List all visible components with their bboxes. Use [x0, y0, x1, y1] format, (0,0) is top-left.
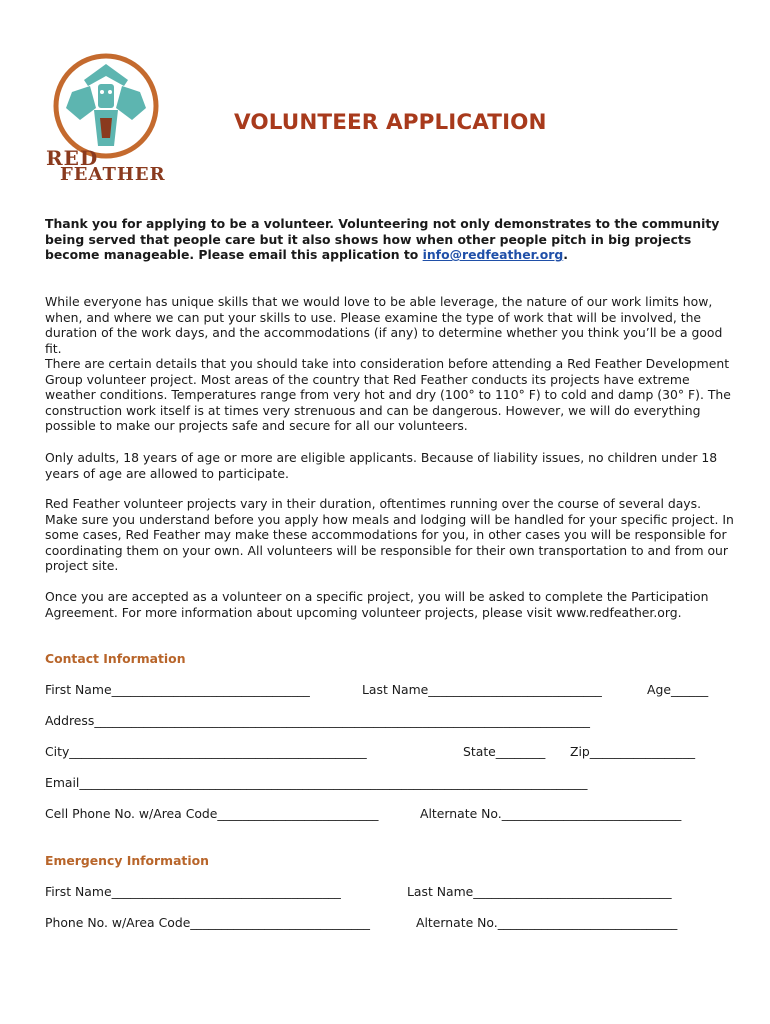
contact-alternate-field[interactable]: Alternate No._____________________________: [420, 806, 682, 821]
intro-paragraph: [45, 216, 735, 263]
logo-word-feather: FEATHER: [60, 164, 166, 185]
emergency-alternate-field[interactable]: Alternate No._____________________________: [416, 915, 678, 930]
intro-text: Thank you for applying to be a volunteer. Volunteering not only demonstrates to the community being served that people care but it also shows how when other people pitch in big projects become manageable. Please email this application to: [45, 216, 720, 263]
red-feather-logo: [44, 50, 182, 188]
contact-age-field[interactable]: Age______: [647, 682, 709, 697]
paragraph-conditions: There are certain details that you should take into consideration before attending a Red Feather Development Group volunteer project. Most areas of the country that Red Feather conducts its projects have extreme weather conditions. Temperatures range from very hot and dry (100° to 110° F) to cold and damp (30° F). The construction work itself is at times very strenuous and can be dangerous. However, we will do everything possible to make our projects safe and secure for all our volunteers.: [45, 356, 731, 434]
paragraph-skills: While everyone has unique skills that we would love to be able leverage, the nature of our work limits how, when, and where we can put your skills to use. Please examine the type of work that will be involved, the duration of the work days, and the accommodations (if any) to determine whether you think you’ll be a good fit.: [45, 294, 723, 356]
contact-heading: Contact Information: [45, 651, 186, 666]
paragraph-acceptance: Once you are accepted as a volunteer on a specific project, you will be asked to complete the Participation Agreement. For more information about upcoming volunteer projects, please visit www.redfeather.org.: [45, 589, 709, 620]
contact-email-field[interactable]: Email__________________________________________________________________________________: [45, 775, 588, 790]
contact-first-name-field[interactable]: First Name________________________________: [45, 682, 310, 697]
emergency-phone-field[interactable]: Phone No. w/Area Code_____________________________: [45, 915, 370, 930]
contact-address-field[interactable]: Address________________________________________________________________________________: [45, 713, 590, 728]
contact-state-field[interactable]: State________: [463, 744, 546, 759]
paragraph-eligibility: Only adults, 18 years of age or more are eligible applicants. Because of liability issues, no children under 18 years of age are allowed to participate.: [45, 450, 718, 481]
contact-cell-phone-field[interactable]: Cell Phone No. w/Area Code__________________________: [45, 806, 379, 821]
logo-word-red: RED: [46, 146, 99, 170]
contact-last-name-field[interactable]: Last Name____________________________: [362, 682, 602, 697]
emergency-first-name-field[interactable]: First Name_____________________________________: [45, 884, 341, 899]
emergency-last-name-field[interactable]: Last Name________________________________: [407, 884, 672, 899]
emergency-heading: Emergency Information: [45, 853, 209, 868]
contact-city-field[interactable]: City________________________________________________: [45, 744, 367, 759]
page-title: VOLUNTEER APPLICATION: [234, 110, 547, 135]
email-link[interactable]: info@redfeather.org: [422, 247, 564, 263]
intro-end: .: [563, 247, 568, 263]
paragraph-duration: Red Feather volunteer projects vary in their duration, oftentimes running over the course of several days. Make sure you understand before you apply how meals and lodging will be handled for your specific project. In some cases, Red Feather may make these accommodations for you, in other cases you will be responsible for coordinating them on your own. All volunteers will be responsible for their own transportation to and from our project site.: [45, 496, 734, 574]
contact-zip-field[interactable]: Zip_________________: [570, 744, 696, 759]
